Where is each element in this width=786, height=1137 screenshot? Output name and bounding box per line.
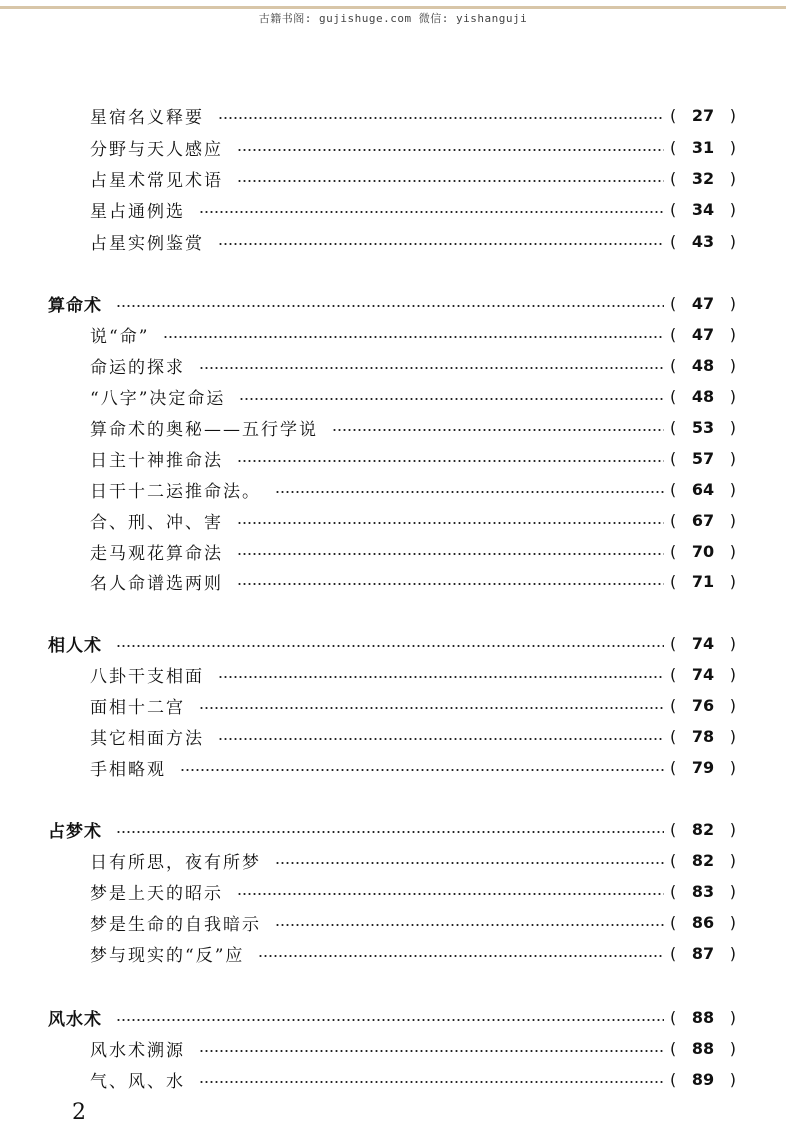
toc-entry	[90, 383, 736, 409]
toc-entry	[90, 568, 736, 594]
page-ref-number: 47	[691, 324, 715, 344]
page-ref-number: 34	[691, 199, 715, 219]
dot-leader	[218, 243, 664, 245]
toc-entry-title: 风水术溯源	[90, 1040, 185, 1061]
toc-section-entry	[48, 1004, 736, 1030]
dot-leader	[199, 367, 664, 369]
toc-entry	[90, 538, 736, 564]
open-paren: (	[670, 199, 677, 219]
page-ref-number: 88	[691, 1038, 715, 1058]
toc-entry-title: 相人术	[48, 635, 102, 656]
open-paren: (	[670, 819, 677, 839]
toc-entry	[90, 352, 736, 378]
open-paren: (	[670, 633, 677, 653]
toc-entry-title: 风水术	[48, 1009, 102, 1030]
close-paren: )	[729, 819, 736, 839]
close-paren: )	[729, 633, 736, 653]
page-ref-number: 87	[691, 943, 715, 963]
open-paren: (	[670, 105, 677, 125]
toc-entry	[90, 134, 736, 160]
toc-entry	[90, 321, 736, 347]
toc-entry-page	[670, 325, 736, 344]
toc-entry-page	[670, 106, 736, 125]
close-paren: )	[729, 355, 736, 375]
close-paren: )	[729, 293, 736, 313]
toc-entry-page	[670, 294, 736, 313]
close-paren: )	[729, 850, 736, 870]
open-paren: (	[670, 757, 677, 777]
close-paren: )	[729, 1038, 736, 1058]
close-paren: )	[729, 912, 736, 932]
toc-entry-title: 合、刑、冲、害	[90, 512, 223, 533]
toc-entry	[90, 940, 736, 966]
toc-entry	[90, 196, 736, 222]
open-paren: (	[670, 231, 677, 251]
page-ref-number: 48	[691, 355, 715, 375]
toc-entry-title: 名人命谱选两则	[90, 573, 223, 594]
page-ref-number: 47	[691, 293, 715, 313]
watermark-text: 古籍书阁: gujishuge.com 微信: yishanguji	[258, 12, 528, 25]
open-paren: (	[670, 943, 677, 963]
toc-entry-page	[670, 200, 736, 219]
toc-entry	[90, 878, 736, 904]
close-paren: )	[729, 231, 736, 251]
close-paren: )	[729, 510, 736, 530]
toc-entry-title: 占星实例鉴赏	[90, 233, 204, 254]
page-ref-number: 48	[691, 386, 715, 406]
dot-leader	[332, 429, 664, 431]
toc-entry-title: 梦与现实的“反”应	[90, 945, 245, 966]
dot-leader	[237, 893, 664, 895]
toc-entry	[90, 661, 736, 687]
toc-entry-title: 日干十二运推命法。	[90, 481, 261, 502]
toc-entry-page	[670, 696, 736, 715]
open-paren: (	[670, 726, 677, 746]
dot-leader	[275, 491, 664, 493]
toc-entry-title: 占星术常见术语	[90, 170, 223, 191]
open-paren: (	[670, 571, 677, 591]
page-ref-number: 78	[691, 726, 715, 746]
dot-leader	[180, 769, 664, 771]
open-paren: (	[670, 664, 677, 684]
toc-entry	[90, 754, 736, 780]
toc-entry-page	[670, 511, 736, 530]
page-ref-number: 74	[691, 664, 715, 684]
open-paren: (	[670, 1007, 677, 1027]
toc-entry-title: 命运的探求	[90, 357, 185, 378]
open-paren: (	[670, 293, 677, 313]
dot-leader	[199, 1050, 664, 1052]
open-paren: (	[670, 479, 677, 499]
toc-entry-page	[670, 387, 736, 406]
dot-leader	[218, 117, 664, 119]
page-ref-number: 57	[691, 448, 715, 468]
page-ref-number: 27	[691, 105, 715, 125]
toc-entry-page	[670, 944, 736, 963]
dot-leader	[237, 583, 664, 585]
dot-leader	[218, 738, 664, 740]
toc-entry-page	[670, 1070, 736, 1089]
close-paren: )	[729, 541, 736, 561]
toc-entry-page	[670, 542, 736, 561]
toc-entry-title: 说“命”	[90, 326, 150, 347]
toc-entry-page	[670, 169, 736, 188]
open-paren: (	[670, 850, 677, 870]
page-ref-number: 79	[691, 757, 715, 777]
toc-entry-title: 其它相面方法	[90, 728, 204, 749]
close-paren: )	[729, 448, 736, 468]
open-paren: (	[670, 510, 677, 530]
close-paren: )	[729, 1007, 736, 1027]
open-paren: (	[670, 695, 677, 715]
dot-leader	[116, 1019, 664, 1021]
page-ref-number: 70	[691, 541, 715, 561]
toc-entry-title: 日有所思，夜有所梦	[90, 852, 261, 873]
dot-leader	[275, 862, 664, 864]
toc-entry	[90, 507, 736, 533]
close-paren: )	[729, 1069, 736, 1089]
toc-entry-page	[670, 882, 736, 901]
toc-entry	[90, 909, 736, 935]
dot-leader	[237, 149, 664, 151]
toc-entry-page	[670, 356, 736, 375]
toc-entry-title: “八字”决定命运	[90, 388, 226, 409]
dot-leader	[275, 924, 664, 926]
toc-entry-title: 手相略观	[90, 759, 166, 780]
page-ref-number: 67	[691, 510, 715, 530]
page-ref-number: 31	[691, 137, 715, 157]
page-number: 2	[72, 1100, 86, 1125]
toc-entry-title: 日主十神推命法	[90, 450, 223, 471]
toc-section-entry	[48, 290, 736, 316]
toc-entry	[90, 723, 736, 749]
page-ref-number: 53	[691, 417, 715, 437]
close-paren: )	[729, 199, 736, 219]
dot-leader	[237, 180, 664, 182]
dot-leader	[237, 460, 664, 462]
open-paren: (	[670, 137, 677, 157]
close-paren: )	[729, 695, 736, 715]
toc-entry-page	[670, 665, 736, 684]
dot-leader	[199, 211, 664, 213]
toc-entry-page	[670, 758, 736, 777]
dot-leader	[218, 676, 664, 678]
toc-section-entry	[48, 816, 736, 842]
page-ref-number: 32	[691, 168, 715, 188]
open-paren: (	[670, 168, 677, 188]
toc-entry-title: 算命术的奥秘——五行学说	[90, 419, 318, 440]
open-paren: (	[670, 881, 677, 901]
toc-entry-title: 八卦干支相面	[90, 666, 204, 687]
open-paren: (	[670, 541, 677, 561]
toc-section-entry	[48, 630, 736, 656]
open-paren: (	[670, 1069, 677, 1089]
open-paren: (	[670, 1038, 677, 1058]
open-paren: (	[670, 417, 677, 437]
toc-entry-page	[670, 572, 736, 591]
open-paren: (	[670, 324, 677, 344]
close-paren: )	[729, 105, 736, 125]
close-paren: )	[729, 757, 736, 777]
page-ref-number: 76	[691, 695, 715, 715]
page-ref-number: 71	[691, 571, 715, 591]
page-ref-number: 82	[691, 819, 715, 839]
toc-entry-title: 走马观花算命法	[90, 543, 223, 564]
dot-leader	[116, 831, 664, 833]
toc-entry	[90, 165, 736, 191]
dot-leader	[199, 707, 664, 709]
toc-entry	[90, 1066, 736, 1092]
page-ref-number: 64	[691, 479, 715, 499]
close-paren: )	[729, 417, 736, 437]
toc-entry-page	[670, 138, 736, 157]
close-paren: )	[729, 168, 736, 188]
close-paren: )	[729, 386, 736, 406]
toc-entry	[90, 414, 736, 440]
toc-entry	[90, 1035, 736, 1061]
dot-leader	[258, 955, 664, 957]
toc-entry-title: 面相十二宫	[90, 697, 185, 718]
toc-entry	[90, 228, 736, 254]
open-paren: (	[670, 355, 677, 375]
page-ref-number: 88	[691, 1007, 715, 1027]
close-paren: )	[729, 571, 736, 591]
page-ref-number: 82	[691, 850, 715, 870]
close-paren: )	[729, 943, 736, 963]
toc-entry-page	[670, 418, 736, 437]
open-paren: (	[670, 448, 677, 468]
toc-entry-page	[670, 727, 736, 746]
page-ref-number: 83	[691, 881, 715, 901]
toc-entry-title: 分野与天人感应	[90, 139, 223, 160]
toc-entry-title: 梦是生命的自我暗示	[90, 914, 261, 935]
close-paren: )	[729, 726, 736, 746]
toc-entry-page	[670, 449, 736, 468]
toc-entry-page	[670, 480, 736, 499]
toc-entry	[90, 692, 736, 718]
toc-entry-page	[670, 820, 736, 839]
dot-leader	[237, 522, 664, 524]
dot-leader	[163, 336, 664, 338]
toc-entry-title: 梦是上天的昭示	[90, 883, 223, 904]
toc-entry-title: 占梦术	[48, 821, 102, 842]
toc-entry-title: 算命术	[48, 295, 102, 316]
page-ref-number: 43	[691, 231, 715, 251]
toc-entry	[90, 102, 736, 128]
toc-entry-title: 星宿名义释要	[90, 107, 204, 128]
toc-entry-page	[670, 634, 736, 653]
close-paren: )	[729, 137, 736, 157]
toc-entry-page	[670, 1039, 736, 1058]
close-paren: )	[729, 324, 736, 344]
toc-entry-page	[670, 232, 736, 251]
page-ref-number: 86	[691, 912, 715, 932]
toc-entry-title: 气、风、水	[90, 1071, 185, 1092]
dot-leader	[116, 305, 664, 307]
toc-entry	[90, 476, 736, 502]
toc-entry	[90, 445, 736, 471]
open-paren: (	[670, 912, 677, 932]
page-ref-number: 89	[691, 1069, 715, 1089]
dot-leader	[199, 1081, 664, 1083]
toc-entry-page	[670, 913, 736, 932]
close-paren: )	[729, 881, 736, 901]
open-paren: (	[670, 386, 677, 406]
close-paren: )	[729, 479, 736, 499]
dot-leader	[116, 645, 664, 647]
toc-entry-title: 星占通例选	[90, 201, 185, 222]
dot-leader	[239, 398, 664, 400]
toc-entry	[90, 847, 736, 873]
dot-leader	[237, 553, 664, 555]
toc-entry-page	[670, 1008, 736, 1027]
close-paren: )	[729, 664, 736, 684]
page-ref-number: 74	[691, 633, 715, 653]
toc-entry-page	[670, 851, 736, 870]
